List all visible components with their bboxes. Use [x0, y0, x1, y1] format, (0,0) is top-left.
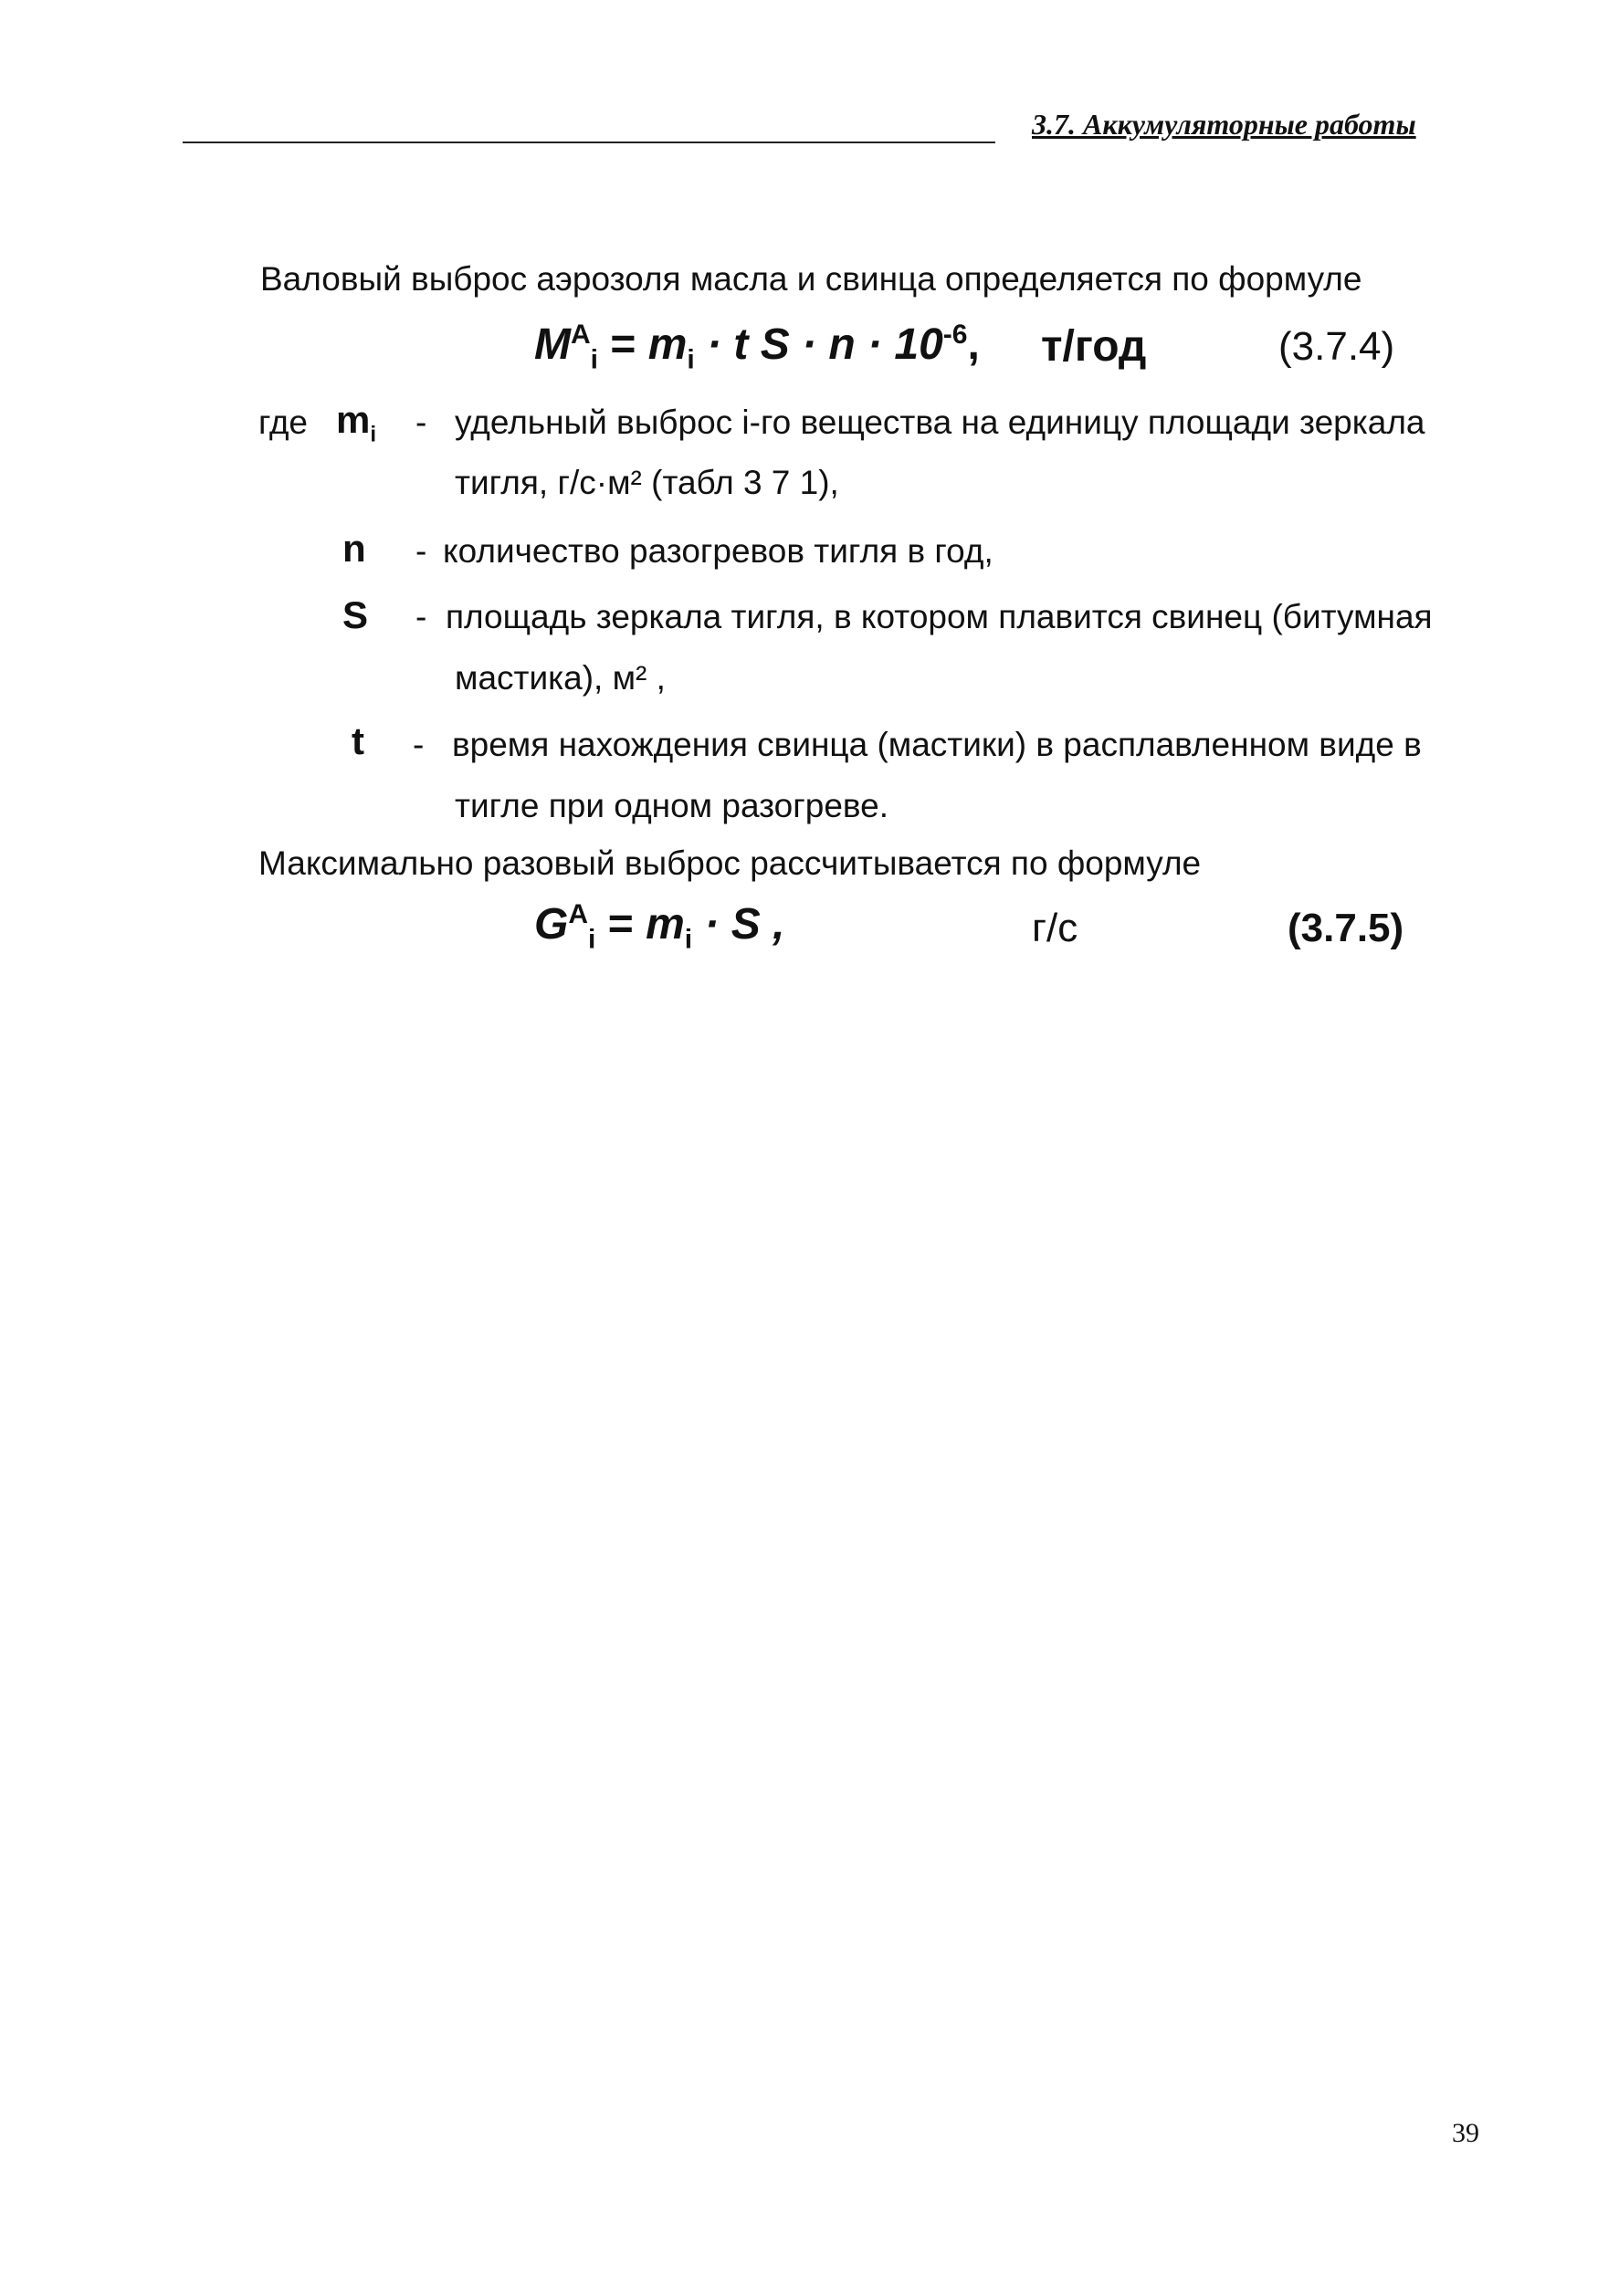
def-symbol-t: t	[352, 719, 364, 762]
def-n-line1: количество разогревов тигля в год,	[443, 532, 993, 570]
def-symbol-m: $m_i$	[336, 398, 377, 447]
where-label: где	[258, 404, 309, 441]
formula-3-7-4: $M^A_i = m_i \cdot t$ $S \cdot n \cdot 10^{-6}$,	[534, 320, 980, 375]
def-dash-m: -	[415, 404, 427, 441]
def-s-line2: мастика), м² ,	[455, 659, 666, 697]
running-header: 3.7. Аккумуляторные работы	[1032, 108, 1416, 141]
def-dash-t: -	[413, 726, 425, 763]
formula-3-7-5: $G^A_i = m_i \cdot S$ ,	[534, 899, 785, 955]
intro-text-1: Валовый выброс аэрозоля масла и свинца определяется по формуле	[260, 260, 1362, 298]
def-m-line1: удельный выброс i-го вещества на единицу площади зеркала	[455, 404, 1425, 441]
def-dash-n: -	[415, 532, 427, 570]
formula2-number: (3.7.5)	[1288, 906, 1404, 950]
def-symbol-s: S	[342, 593, 369, 636]
page-number: 39	[1452, 2118, 1479, 2148]
def-dash-s: -	[415, 598, 427, 635]
def-symbol-n: n	[342, 527, 366, 570]
formula1-lhs: M	[534, 320, 571, 369]
def-s-line1: площадь зеркала тигля, в котором плавится свинец (битумная	[446, 598, 1433, 635]
header-rule	[183, 142, 995, 143]
def-t-line1: время нахождения свинца (мастики) в расплавленном виде в	[452, 726, 1422, 763]
formula1-unit: т/год	[1041, 322, 1147, 371]
def-t-line2: тигле при одном разогреве.	[455, 787, 889, 824]
def-m-line2: тигля, г/с·м² (табл 3 7 1),	[455, 464, 839, 501]
formula2-unit: г/с	[1032, 906, 1078, 950]
intro-text-2: Максимально разовый выброс рассчитывается по формуле	[258, 844, 1202, 882]
formula1-number: (3.7.4)	[1278, 324, 1395, 369]
